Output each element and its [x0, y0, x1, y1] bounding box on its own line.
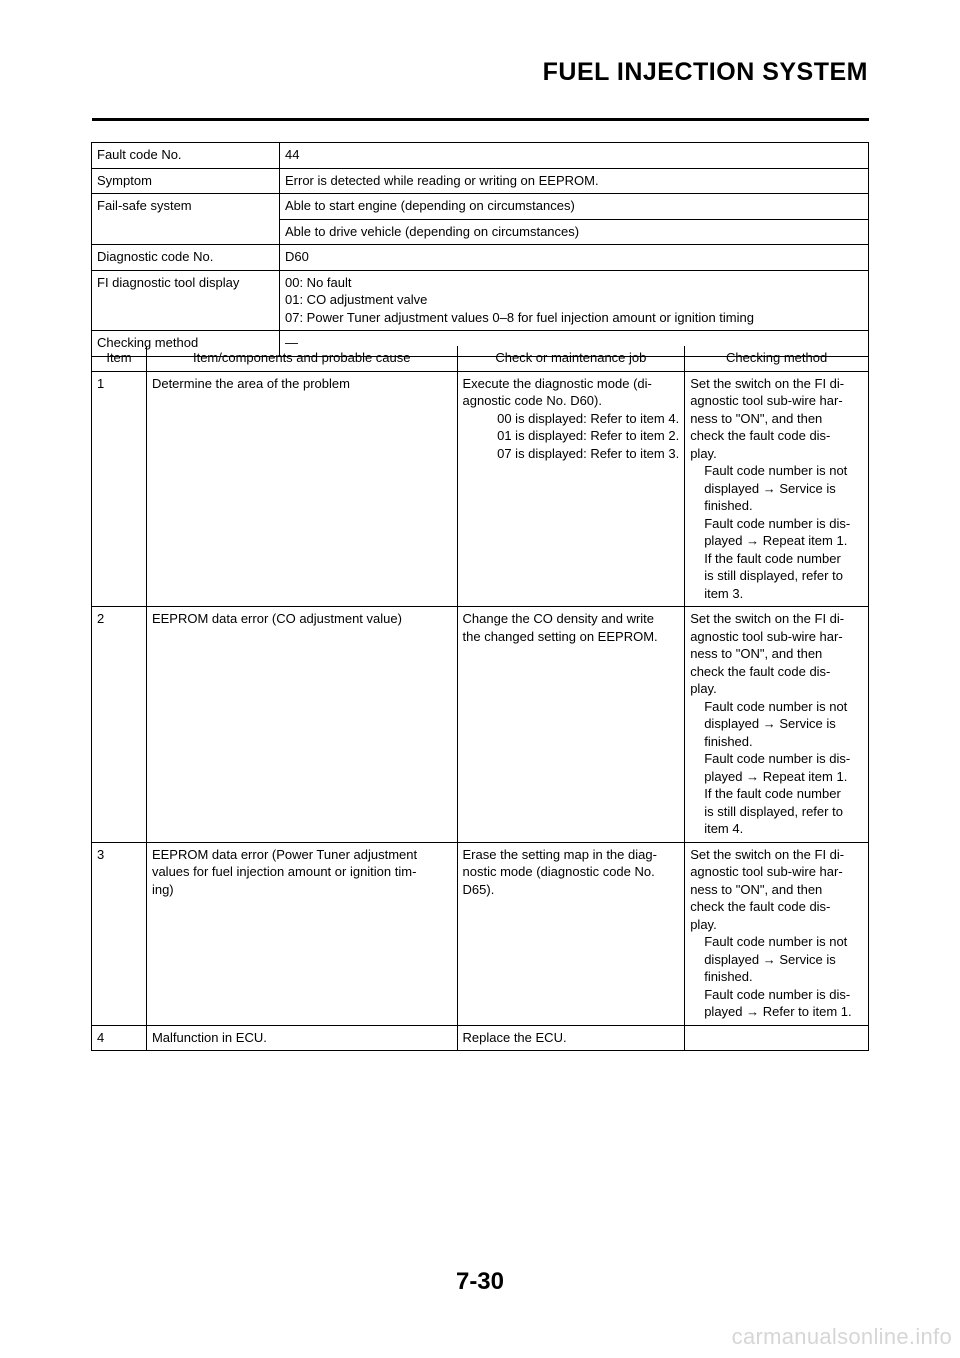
probable-cause — [146, 607, 457, 843]
probable-cause — [146, 1025, 457, 1051]
method-line: check the fault code dis- — [690, 899, 831, 914]
diag-code-value: D60 — [280, 245, 869, 271]
method-text: displayed — [704, 480, 760, 496]
symptom-row — [92, 168, 869, 194]
checking-method — [685, 842, 869, 1025]
cause-line: EEPROM data error (Power Tuner adjustment — [151, 846, 418, 862]
checking-method-value: — — [280, 331, 869, 357]
item-number: 2 — [92, 607, 147, 843]
method-text: displayed — [704, 951, 760, 967]
method-line: play. — [690, 916, 717, 932]
tool-display-row — [92, 270, 869, 331]
job-line: Erase the setting map in the diag- — [462, 846, 657, 862]
header-cause: Item/components and probable cause — [146, 346, 457, 371]
method-text: Repeat item 1. — [762, 533, 848, 548]
method-line — [690, 480, 863, 498]
job-line: Replace the ECU. — [462, 1029, 567, 1045]
diag-code-label: Diagnostic code No. — [92, 245, 280, 271]
checking-method-label: Checking method — [92, 331, 280, 357]
method-line — [690, 768, 863, 786]
cause-line: values for fuel injection amount or ignition tim- — [151, 864, 417, 879]
method-line — [690, 715, 863, 733]
method-line: Set the switch on the FI di- — [690, 846, 845, 862]
job-line: nostic mode (diagnostic code No. — [462, 864, 655, 879]
job-line: agnostic code No. D60). — [462, 393, 602, 408]
watermark: carmanualsonline.info — [731, 1324, 952, 1349]
method-line: is still displayed, refer to — [704, 803, 843, 819]
failsafe-value-drive: Able to drive vehicle (depending on circumstances) — [280, 219, 869, 245]
method-line: agnostic tool sub-wire har- — [690, 393, 843, 408]
arrow-right-icon: → — [762, 480, 776, 496]
method-line: item 3. — [704, 585, 744, 601]
method-line: ness to "ON", and then — [690, 646, 823, 661]
method-line: Set the switch on the FI di- — [690, 611, 845, 626]
method-line: item 4. — [704, 821, 744, 836]
method-line: play. — [690, 681, 717, 696]
method-text: Refer to item 1. — [762, 1004, 852, 1019]
header-item: Item — [92, 346, 147, 371]
item-number: 4 — [92, 1025, 147, 1051]
cause-line: Determine the area of the problem — [151, 375, 350, 391]
checking-method — [685, 1025, 869, 1051]
failsafe-value-start: Able to start engine (depending on circumstances) — [280, 194, 869, 220]
method-line: Fault code number is dis- — [704, 751, 851, 766]
procedure-row — [92, 1025, 869, 1051]
method-text: played — [704, 768, 743, 784]
tool-display-line: 01: CO adjustment valve — [285, 292, 428, 307]
title-rule — [92, 118, 869, 121]
procedure-header-row — [92, 346, 869, 371]
method-line — [690, 532, 863, 550]
item-number: 1 — [92, 371, 147, 607]
page-title: FUEL INJECTION SYSTEM — [542, 58, 868, 86]
tool-display-line: 00: No fault — [285, 274, 352, 290]
method-text: displayed — [704, 716, 760, 731]
arrow-right-icon: → — [762, 951, 776, 967]
fault-code-value: 44 — [280, 143, 869, 169]
procedure-row — [92, 371, 869, 607]
item-number: 3 — [92, 842, 147, 1025]
method-text: Service is — [779, 716, 836, 731]
cause-line: ing) — [151, 881, 174, 897]
maintenance-job — [457, 842, 685, 1025]
method-line: Fault code number is dis- — [704, 986, 851, 1002]
job-line: the changed setting on EEPROM. — [462, 628, 658, 644]
method-line: Fault code number is dis- — [704, 515, 851, 531]
arrow-right-icon: → — [762, 716, 776, 731]
method-line: Fault code number is not — [704, 934, 848, 949]
job-line: 07 is displayed: Refer to item 3. — [497, 445, 680, 461]
checking-method — [685, 371, 869, 607]
fault-code-label: Fault code No. — [92, 143, 280, 169]
maintenance-job — [457, 371, 685, 607]
maintenance-job — [457, 607, 685, 843]
method-text: Repeat item 1. — [762, 768, 848, 784]
cause-line: Malfunction in ECU. — [151, 1029, 267, 1045]
maintenance-job — [457, 1025, 685, 1051]
method-line: is still displayed, refer to — [704, 568, 843, 583]
method-line: Set the switch on the FI di- — [690, 375, 845, 391]
method-line: finished. — [704, 969, 753, 984]
method-line: finished. — [704, 733, 753, 749]
job-line: 00 is displayed: Refer to item 4. — [497, 410, 680, 426]
method-text: played — [704, 1004, 743, 1019]
fault-code-row — [92, 143, 869, 169]
tool-display-line: 07: Power Tuner adjustment values 0–8 for fuel injection amount or ignition timing — [285, 309, 754, 325]
probable-cause — [146, 842, 457, 1025]
method-line: agnostic tool sub-wire har- — [690, 864, 843, 879]
job-line: 01 is displayed: Refer to item 2. — [497, 428, 680, 443]
method-line: agnostic tool sub-wire har- — [690, 628, 843, 644]
failsafe-row — [92, 194, 869, 220]
header-method: Checking method — [685, 346, 869, 371]
method-line: ness to "ON", and then — [690, 881, 823, 897]
procedure-table — [91, 346, 869, 1051]
job-line: D65). — [462, 881, 495, 897]
procedure-row — [92, 607, 869, 843]
page-number: 7-30 — [455, 1268, 505, 1295]
method-line: finished. — [704, 498, 753, 513]
fault-info-table — [91, 142, 869, 357]
arrow-right-icon: → — [746, 533, 760, 548]
symptom-value: Error is detected while reading or writing on EEPROM. — [280, 168, 869, 194]
tool-display-label: FI diagnostic tool display — [92, 270, 280, 331]
arrow-right-icon: → — [746, 1004, 760, 1019]
method-line: Fault code number is not — [704, 698, 848, 714]
arrow-right-icon: → — [746, 768, 760, 784]
symptom-label: Symptom — [92, 168, 280, 194]
method-line: If the fault code number — [704, 550, 841, 566]
diag-code-row — [92, 245, 869, 271]
method-line — [690, 951, 863, 969]
failsafe-label: Fail-safe system — [92, 194, 280, 245]
method-line — [690, 1003, 863, 1021]
cause-line: EEPROM data error (CO adjustment value) — [151, 611, 402, 626]
tool-display-value — [280, 270, 869, 331]
method-line: ness to "ON", and then — [690, 410, 823, 426]
probable-cause — [146, 371, 457, 607]
header-job: Check or maintenance job — [457, 346, 685, 371]
method-line: check the fault code dis- — [690, 428, 831, 443]
method-line: play. — [690, 445, 717, 461]
method-line: If the fault code number — [704, 786, 841, 801]
job-line: Change the CO density and write — [462, 611, 655, 626]
method-text: played — [704, 533, 743, 548]
job-line: Execute the diagnostic mode (di- — [462, 375, 652, 391]
checking-method — [685, 607, 869, 843]
method-line: Fault code number is not — [704, 463, 848, 478]
procedure-row — [92, 842, 869, 1025]
method-line: check the fault code dis- — [690, 663, 831, 679]
method-text: Service is — [779, 951, 836, 967]
method-text: Service is — [779, 480, 836, 496]
